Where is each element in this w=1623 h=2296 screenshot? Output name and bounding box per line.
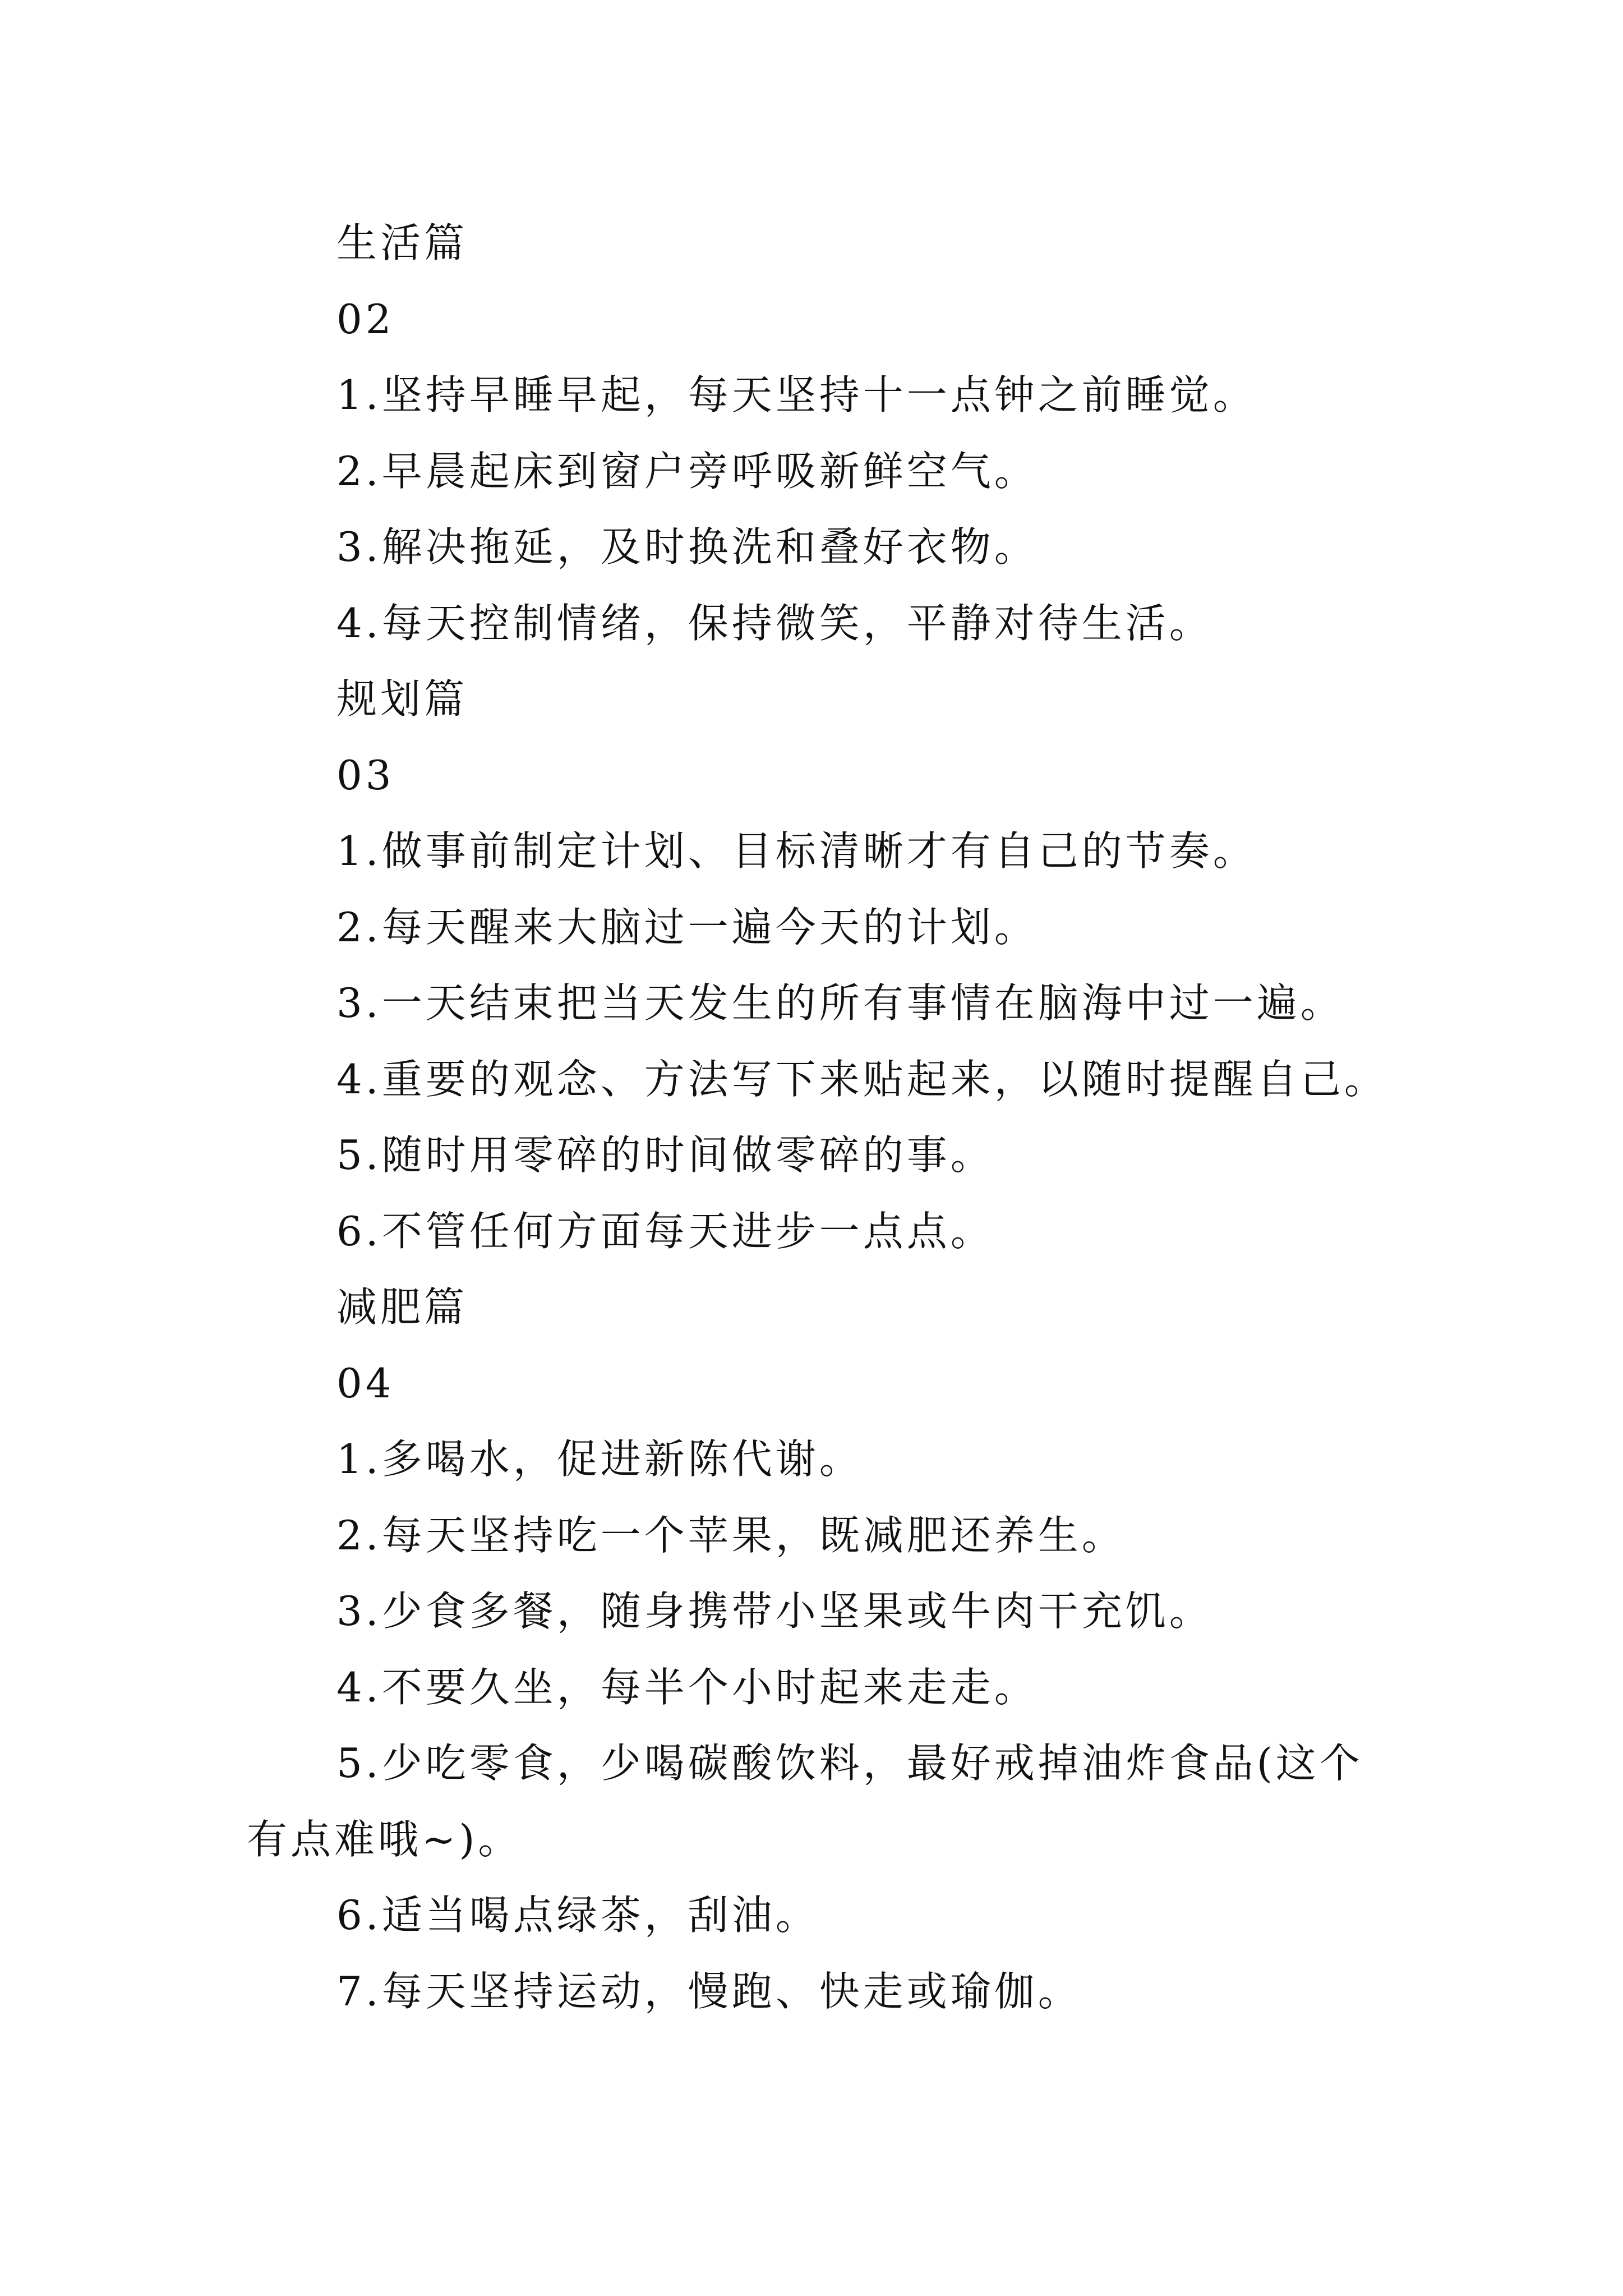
section-number-02: 02 [336,296,395,343]
weight-loss-item-1: 1.多喝水，促进新陈代谢。 [336,1435,863,1483]
planning-item-3: 3.一天结束把当天发生的所有事情在脑海中过一遍。 [336,979,1344,1027]
weight-loss-item-2: 2.每天坚持吃一个苹果，既减肥还养生。 [336,1512,1126,1559]
section-heading-weight-loss: 减肥篇 [336,1283,468,1331]
weight-loss-item-5: 5.少吃零食，少喝碳酸饮料，最好戒掉油炸食品(这个 [336,1740,1363,1787]
planning-item-6: 6.不管任何方面每天进步一点点。 [336,1208,994,1255]
planning-item-2: 2.每天醒来大脑过一遍今天的计划。 [336,904,1038,951]
weight-loss-item-7: 7.每天坚持运动，慢跑、快走或瑜伽。 [336,1968,1082,2015]
planning-item-1: 1.做事前制定计划、目标清晰才有自己的节奏。 [336,827,1257,875]
life-item-3: 3.解决拖延，及时换洗和叠好衣物。 [336,523,1038,570]
section-number-04: 04 [336,1360,395,1407]
weight-loss-item-6: 6.适当喝点绿茶，刮油。 [336,1892,819,1939]
section-heading-life: 生活篇 [336,219,468,266]
weight-loss-item-3: 3.少食多餐，随身携带小坚果或牛肉干充饥。 [336,1588,1213,1635]
weight-loss-item-5-continued: 有点难哦~)。 [247,1816,522,1863]
planning-item-5: 5.随时用零碎的时间做零碎的事。 [336,1131,994,1179]
section-heading-planning: 规划篇 [336,675,468,723]
life-item-1: 1.坚持早睡早起，每天坚持十一点钟之前睡觉。 [336,371,1257,418]
life-item-4: 4.每天控制情绪，保持微笑，平静对待生活。 [336,600,1213,647]
section-number-03: 03 [336,752,395,799]
life-item-2: 2.早晨起床到窗户旁呼吸新鲜空气。 [336,448,1038,495]
planning-item-4: 4.重要的观念、方法写下来贴起来，以随时提醒自己。 [336,1056,1388,1103]
weight-loss-item-4: 4.不要久坐，每半个小时起来走走。 [336,1664,1038,1711]
